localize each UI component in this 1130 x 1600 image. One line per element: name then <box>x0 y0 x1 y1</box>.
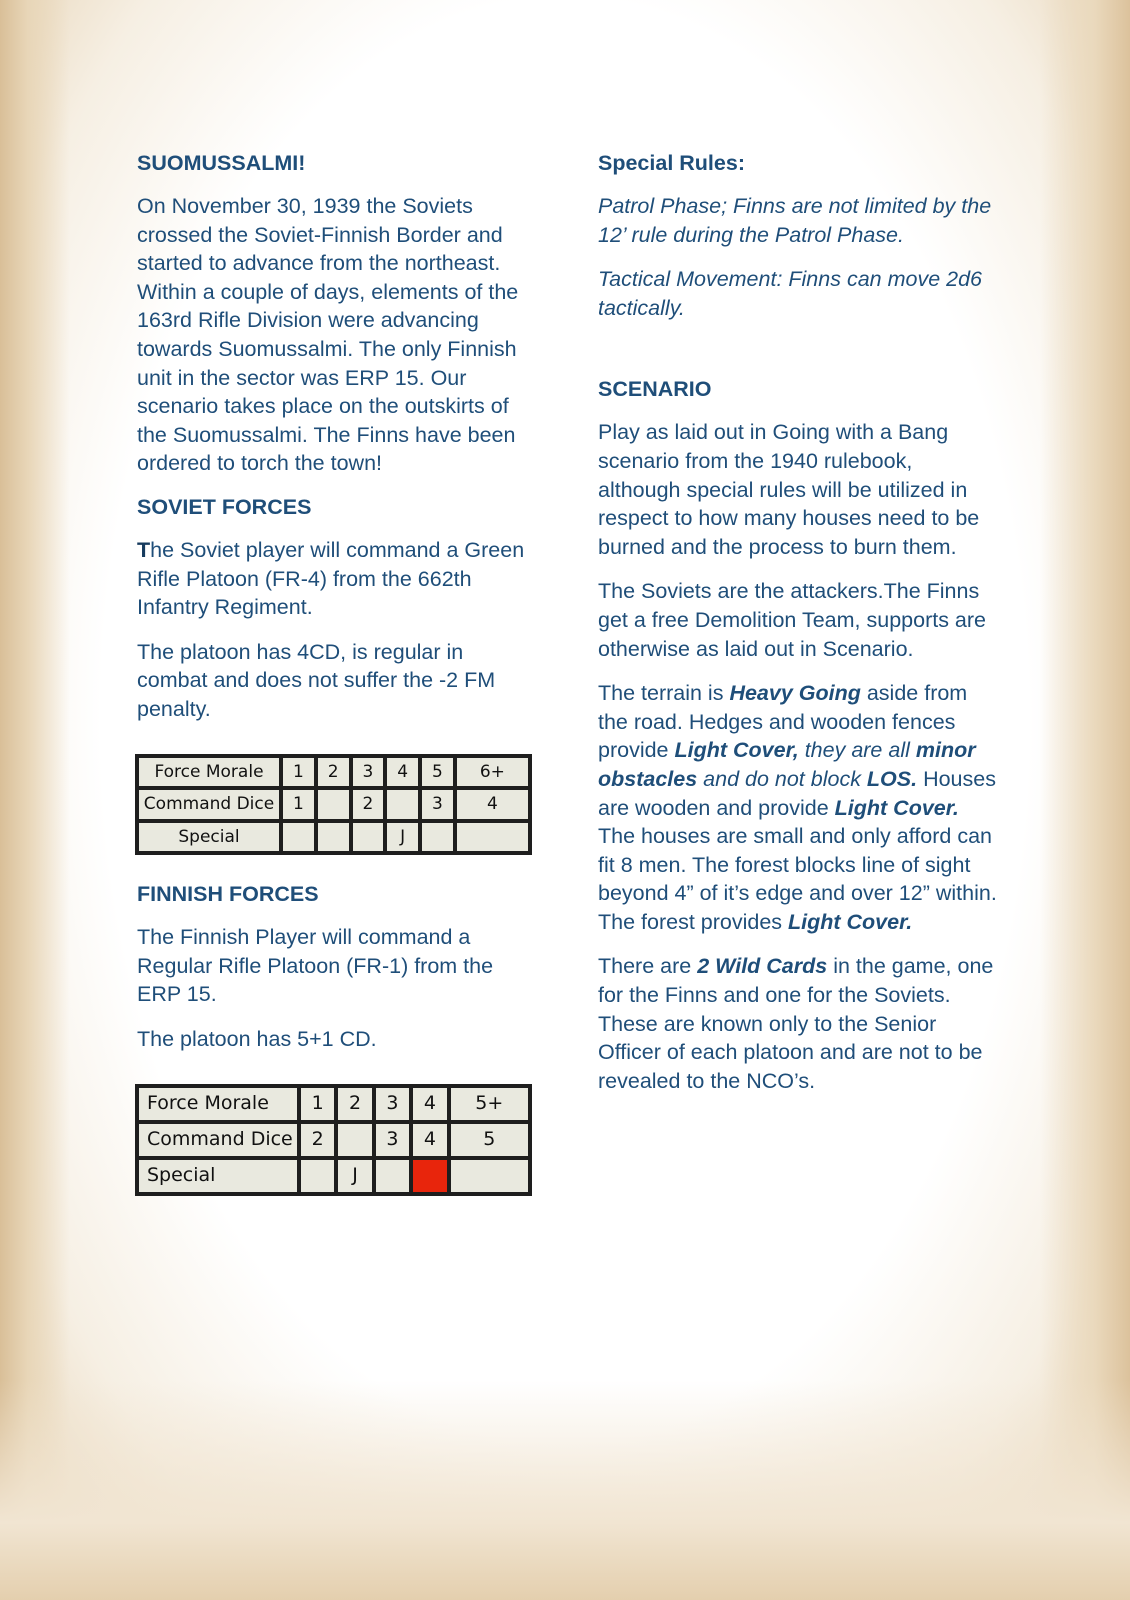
table-cell: 4 <box>457 790 528 819</box>
table-cell: 5+ <box>451 1088 528 1120</box>
table-cell <box>338 1124 371 1156</box>
table-row <box>139 790 528 819</box>
table-cell <box>318 823 349 852</box>
table-cell: 1 <box>283 758 314 787</box>
terrain-emphasis: Light Cover. <box>788 909 913 934</box>
terrain-text: aside from the road. Hedges and wooden fences provide <box>598 681 968 763</box>
drop-cap: T <box>137 537 151 562</box>
left-column <box>137 150 537 1196</box>
parchment-edge-bottom <box>0 1380 1130 1600</box>
highlighted-cell <box>413 1160 446 1192</box>
row-label: Special <box>139 1160 297 1192</box>
table-cell: 3 <box>422 790 453 819</box>
row-label: Command Dice <box>139 790 279 819</box>
terrain-emphasis: minor obstacles <box>598 738 976 791</box>
terrain-emphasis: Light Cover. <box>834 795 959 820</box>
finnish-paragraph-1: The Finnish Player will command a Regular Rifle Platoon (FR-1) from the ERP 15. <box>137 925 494 1007</box>
scenario-paragraph-2: The Soviets are the attackers.The Finns get a free Demolition Team, supports are otherwise as laid out in Scenario. <box>598 579 986 661</box>
scenario-paragraph-1: Play as laid out in Going with a Bang scenario from the 1940 rulebook, although special rules will be utilized in respect to how many houses need to be burned and the process to burn them. <box>598 420 980 559</box>
finnish-force-table <box>135 1084 532 1196</box>
table-cell <box>376 1160 409 1192</box>
table-cell <box>387 790 418 819</box>
page-title: SUOMUSSALMI! <box>137 151 306 175</box>
spacer <box>598 338 998 376</box>
table-cell <box>301 1160 334 1192</box>
terrain-emphasis: Heavy Going <box>729 681 861 706</box>
table-cell: J <box>387 823 418 852</box>
table-row <box>139 1124 528 1156</box>
row-label: Force Morale <box>139 758 279 787</box>
table-cell: 3 <box>376 1124 409 1156</box>
special-rule-patrol: Patrol Phase; Finns are not limited by the 12’ rule during the Patrol Phase. <box>598 194 992 247</box>
parchment-edge-left <box>0 0 70 1600</box>
soviet-paragraph-1 <box>137 536 537 622</box>
table-cell: 2 <box>301 1124 334 1156</box>
table-row <box>139 823 528 852</box>
row-label: Command Dice <box>139 1124 297 1156</box>
table-cell <box>353 823 384 852</box>
table-cell <box>283 823 314 852</box>
terrain-text: The houses are small and only afford can fit 8 men. The forest blocks line of sight beyond 4” of it’s edge and over 12” within. The forest provides <box>598 824 997 934</box>
terrain-paragraph <box>598 679 998 936</box>
table-cell: 3 <box>376 1088 409 1120</box>
table-cell: 1 <box>283 790 314 819</box>
scenario-heading: SCENARIO <box>598 377 712 402</box>
table-row <box>139 1160 528 1192</box>
terrain-emphasis: Light Cover, <box>674 738 799 763</box>
finnish-forces-heading: FINNISH FORCES <box>137 882 319 907</box>
table-cell: J <box>338 1160 371 1192</box>
table-cell <box>451 1160 528 1192</box>
soviet-paragraph-1-text: he Soviet player will command a Green Rifle Platoon (FR-4) from the 662th Infantry Regiment. <box>137 537 525 620</box>
row-label: Force Morale <box>139 1088 297 1120</box>
right-column <box>598 150 998 1111</box>
table-cell: 1 <box>301 1088 334 1120</box>
terrain-emphasis: LOS. <box>866 766 918 791</box>
soviet-paragraph-2: The platoon has 4CD, is regular in combat and does not suffer the -2 FM penalty. <box>137 639 496 721</box>
parchment-edge-right <box>1040 0 1130 1600</box>
wild-cards-text: in the game, one for the Finns and one for the Soviets. These are known only to the Senior Officer of each platoon and are not to be revealed to the NCO’s. <box>598 954 994 1093</box>
soviet-forces-heading: SOVIET FORCES <box>137 494 312 519</box>
table-row <box>139 1088 528 1120</box>
table-row <box>139 758 528 787</box>
wild-cards-text: There are <box>598 954 698 979</box>
intro-paragraph: On November 30, 1939 the Soviets crossed the Soviet-Finnish Border and started to advance from the northeast. Within a couple of days, elements of the 163rd Rifle Division were advancing towards Suomussalmi. The only Finnish unit in the sector was ERP 15. Our scenario takes place on the outskirts of the Suomussalmi. The Finns have been ordered to torch the town! <box>137 194 519 476</box>
table-cell: 2 <box>353 790 384 819</box>
table-cell: 2 <box>318 758 349 787</box>
table-cell: 4 <box>387 758 418 787</box>
table-cell: 5 <box>451 1124 528 1156</box>
table-cell: 5 <box>422 758 453 787</box>
table-cell <box>318 790 349 819</box>
terrain-text: The terrain is <box>598 681 730 706</box>
table-cell: 2 <box>338 1088 371 1120</box>
table-cell <box>422 823 453 852</box>
soviet-force-table <box>135 754 532 856</box>
wild-cards-emphasis: 2 Wild Cards <box>697 954 828 979</box>
table-cell: 6+ <box>457 758 528 787</box>
table-cell: 4 <box>413 1124 446 1156</box>
table-cell: 3 <box>353 758 384 787</box>
table-cell: 4 <box>413 1088 446 1120</box>
table-cell <box>457 823 528 852</box>
row-label: Special <box>139 823 279 852</box>
wild-cards-paragraph <box>598 952 998 1095</box>
special-rule-tactical: Tactical Movement: Finns can move 2d6 tactically. <box>598 267 982 320</box>
finnish-paragraph-2: The platoon has 5+1 CD. <box>137 1027 377 1052</box>
terrain-italic: they are all <box>798 738 916 763</box>
terrain-text: Houses are wooden and provide <box>598 766 996 820</box>
terrain-italic: and do not block <box>697 766 867 791</box>
special-rules-heading: Special Rules: <box>598 151 745 175</box>
